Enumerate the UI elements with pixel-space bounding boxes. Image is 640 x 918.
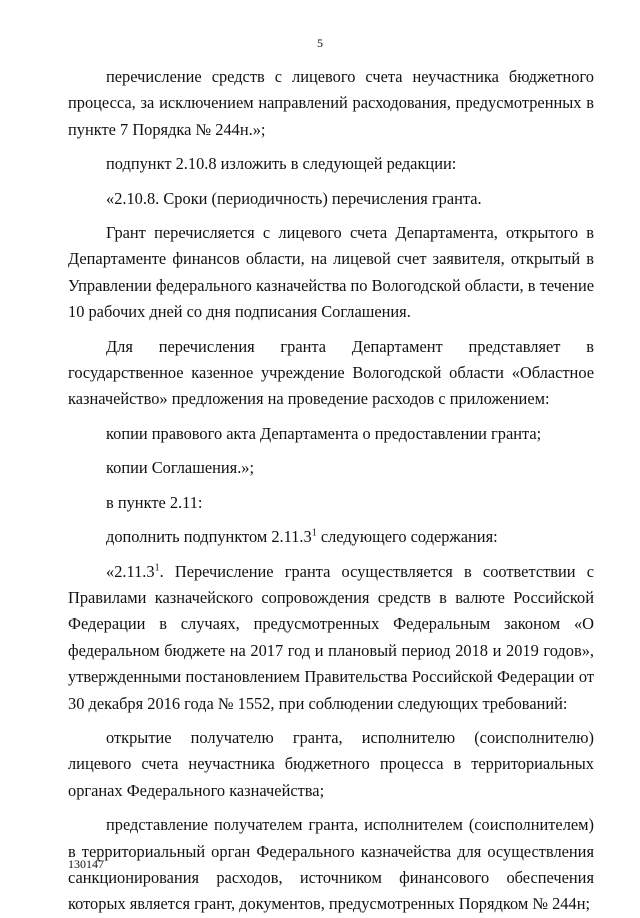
paragraph-10 [68,559,594,717]
superscript: 1 [154,562,160,574]
paragraph-11 [68,725,594,804]
paragraph-text: копии правового акта Департамента о предоставлении гранта; [106,423,542,443]
paragraph-8 [68,490,594,516]
document-code: 130147 [68,857,104,871]
page-number: 5 [317,36,323,50]
paragraph-tail: . Перечисление гранта осуществляется в соответствии с Правилами казначейского сопровождения средств в валюте Российской Федерации в случаях, предусмотренных Федеральным законом «О федеральном бюджете на 2017 год и плановый период 2018 и 2019 годов», утвержденными постановлением Правительства Российской Федерации от 30 декабря 2016 года № 1552, при соблюдении следующих требований: [68,561,594,713]
paragraph-text: перечисление средств с лицевого счета неучастника бюджетного процесса, за исключением направлений расходования, предусмотренных в пункте 7 Порядка № 244н.»; [68,67,594,139]
paragraph-6 [68,421,594,447]
paragraph-7 [68,455,594,481]
paragraph-12 [68,812,594,918]
paragraph-tail: следующего содержания: [316,527,498,547]
paragraph-text: в пункте 2.11: [106,492,203,512]
paragraph-4 [68,220,594,326]
paragraph-text: дополнить подпунктом 2.11.3 [106,527,312,547]
document-body [68,64,594,918]
paragraph-3 [68,186,594,212]
superscript: 1 [311,527,317,539]
paragraph-1 [68,64,594,143]
paragraph-text: Грант перечисляется с лицевого счета Департамента, открытого в Департаменте финансов области, на лицевой счет заявителя, открытый в Управлении федерального казначейства по Вологодской области, в течение 10 рабочих дней со дня подписания Соглашения. [68,223,594,322]
paragraph-text: открытие получателю гранта, исполнителю (соисполнителю) лицевого счета неучастника бюджетного процесса в территориальных органах Федерального казначейства; [68,727,594,800]
paragraph-text: «2.10.8. Сроки (периодичность) перечисления гранта. [106,188,482,208]
paragraph-text: представление получателем гранта, исполнителем (соисполнителем) в территориальный орган Федерального казначейства для осуществления санкционирования расходов, источником финансового обеспечения которых является грант, документов, предусмотренных Порядком № 244н; [68,815,594,914]
paragraph-text: копии Соглашения.»; [106,458,255,478]
paragraph-9 [68,524,594,550]
paragraph-text: Для перечисления гранта Департамент представляет в государственное казенное учреждение Вологодской области «Областное казначейство» предложения на проведение расходов с приложением: [68,336,594,409]
paragraph-text: подпункт 2.10.8 изложить в следующей редакции: [106,154,457,174]
paragraph-5 [68,334,594,413]
paragraph-2 [68,151,594,177]
paragraph-text: «2.11.3 [106,561,155,581]
